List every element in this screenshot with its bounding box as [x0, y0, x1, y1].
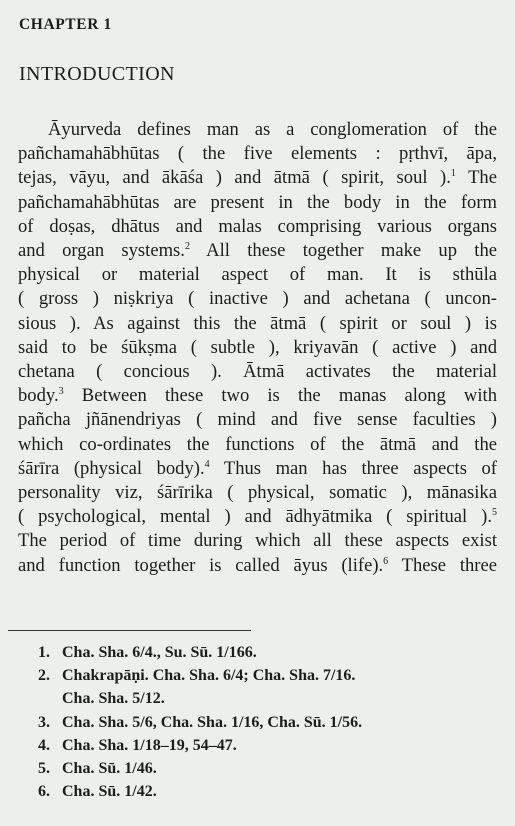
body-line [18, 505, 497, 529]
footnote-number: 2. [38, 667, 50, 685]
footnote-text: Cha. Sū. 1/46. [62, 760, 157, 778]
body-line-text: pañchamahābhūtas ( the five elements : pṛthvī, āpa, [18, 143, 497, 165]
body-line [18, 312, 497, 336]
body-line-text: and function together is called āyus (life). [18, 554, 384, 576]
body-line-text: ( gross ) niṣkriya ( inactive ) and achetana ( uncon- [18, 288, 497, 310]
body-line [18, 433, 497, 457]
chapter-label: CHAPTER 1 [19, 16, 112, 33]
body-line-continuation: The [455, 167, 497, 189]
body-line-text: tejas, vāyu, and ākāśa ) and ātmā ( spirit, soul ). [18, 167, 451, 189]
footnote-number: 5. [38, 760, 50, 778]
footnote-text: Cha. Sha. 5/6, Cha. Sha. 1/16, Cha. Sū. 1/56. [62, 713, 363, 731]
footnote-number: 4. [38, 736, 50, 754]
footnote-reference: 4 [204, 458, 210, 470]
footnote-item [38, 734, 498, 757]
body-line [18, 408, 497, 432]
footnote-item [38, 757, 498, 780]
body-line [18, 554, 497, 578]
footnote-item [38, 641, 498, 664]
body-line-text: Āyurveda defines man as a conglomeration of the [48, 119, 497, 140]
body-line-text: physical or material aspect of man. It is sthūla [18, 264, 497, 286]
body-line-continuation: Thus man has three aspects of [209, 457, 497, 479]
footnote-number: 3. [38, 713, 50, 731]
body-line [18, 191, 497, 215]
body-line-text: said to be śūkṣma ( subtle ), kriyavān ( active ) and [18, 336, 497, 358]
body-line-text: body. [18, 385, 59, 407]
body-line [18, 215, 497, 239]
footnote-reference: 3 [58, 386, 64, 398]
body-line [18, 336, 497, 360]
footnote-item [38, 780, 498, 803]
footnote-number: 1. [38, 644, 50, 661]
body-line-text: pañchamahābhūtas are present in the body in the form [18, 191, 497, 213]
body-line [18, 263, 497, 287]
body-line [18, 384, 497, 408]
footnote-item [38, 711, 498, 734]
body-line [18, 360, 497, 384]
footnote-reference: 2 [184, 240, 190, 252]
body-line-text: śārīra (physical body). [18, 457, 205, 479]
body-line-text: ( psychological, mental ) and ādhyātmika ( spiritual ). [18, 506, 492, 528]
body-line [18, 529, 497, 553]
footnote-text: Cha. Sha. 1/18–19, 54–47. [62, 736, 237, 754]
section-title: INTRODUCTION [19, 63, 175, 85]
footnote-divider [8, 630, 251, 631]
footnote-continuation: Cha. Sha. 5/12. [62, 690, 165, 708]
footnote-list [38, 641, 498, 803]
body-line-continuation: All these together make up the [189, 240, 497, 262]
body-line [18, 481, 497, 505]
footnote-text: Cha. Sha. 6/4., Su. Sū. 1/166. [62, 644, 257, 661]
body-line [18, 239, 497, 263]
body-text [18, 118, 497, 578]
footnote-item [38, 664, 498, 710]
body-line [18, 457, 497, 481]
body-line-text: The period of time during which all these aspects exist [18, 530, 497, 552]
footnote-reference: 1 [450, 168, 456, 180]
body-line-continuation: Between these two is the manas along with [63, 385, 497, 407]
footnote-reference: 5 [492, 507, 497, 519]
body-line-text: and organ systems. [18, 240, 185, 262]
body-line-text: chetana ( concious ). Ātmā activates the material [18, 361, 497, 383]
body-line [18, 118, 497, 142]
footnote-number: 6. [38, 783, 50, 801]
footnote-reference: 6 [383, 555, 389, 567]
body-line-text: which co-ordinates the functions of the ātmā and the [18, 433, 497, 455]
body-line [18, 142, 497, 166]
footnote-text: Chakrapāṇi. Cha. Sha. 6/4; Cha. Sha. 7/16. [62, 667, 356, 685]
body-line [18, 287, 497, 311]
body-line-text: personality viz, śārīrika ( physical, somatic ), mānasika [18, 482, 497, 504]
body-line [18, 166, 497, 190]
footnote-text: Cha. Sū. 1/42. [62, 783, 157, 801]
body-line-text: of doṣas, dhātus and malas comprising various organs [18, 215, 497, 237]
body-line-continuation: These three [388, 554, 497, 576]
body-line-text: sious ). As against this the ātmā ( spirit or soul ) is [18, 312, 497, 334]
body-line-text: pañcha jñānendriyas ( mind and five sense faculties ) [18, 409, 497, 431]
